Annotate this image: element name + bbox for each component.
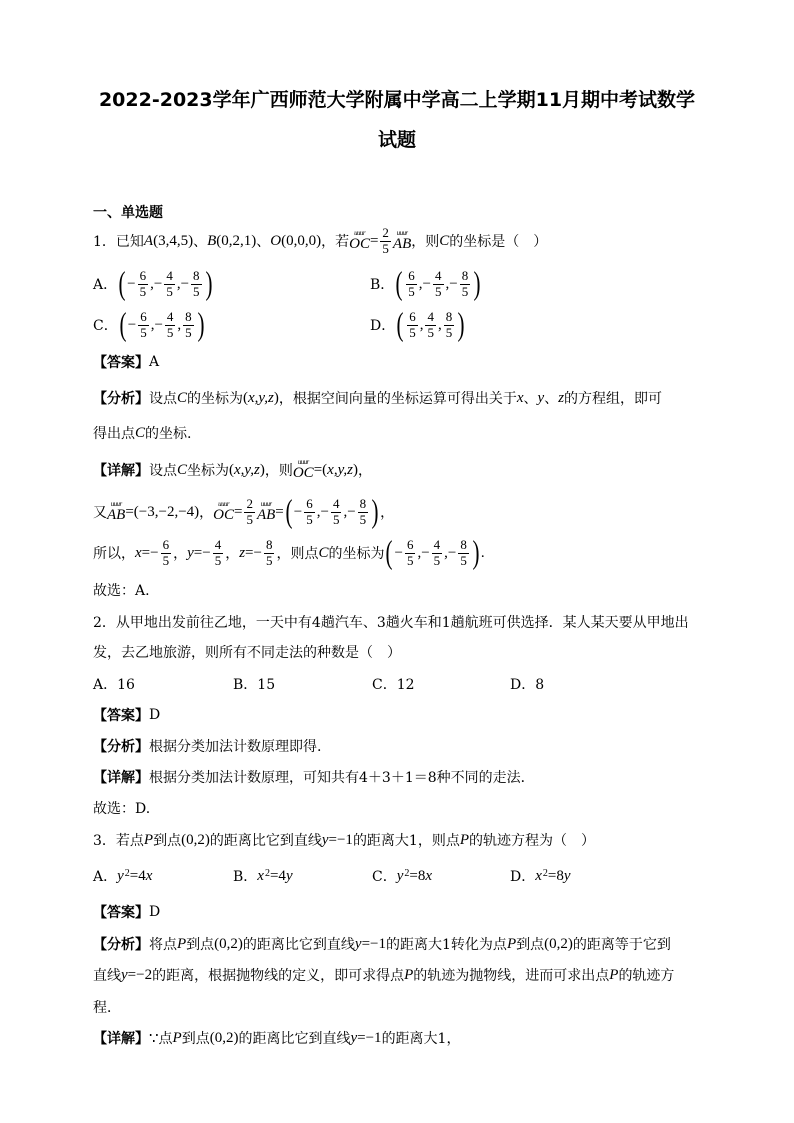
vector-name: OC — [349, 235, 370, 252]
fraction-numerator: 4 — [166, 267, 173, 283]
math-var: x — [257, 867, 264, 884]
fraction-numerator: 2 — [246, 495, 253, 511]
fraction-numerator: 6 — [140, 308, 147, 324]
math-text: ) — [352, 461, 358, 478]
fraction-numerator: 8 — [359, 495, 367, 511]
q1-option-b — [370, 262, 482, 306]
math-text: =8 — [547, 867, 564, 884]
math-text: (0,2) — [544, 935, 573, 952]
vector-arrow-mark: uuur — [297, 457, 309, 466]
fraction — [432, 538, 443, 569]
fraction-denominator: 5 — [433, 552, 441, 568]
text-run: 的坐标. — [145, 426, 192, 442]
text-run: 的坐标是（ ） — [449, 234, 548, 250]
fraction — [444, 310, 455, 341]
label-tag: 【答案】 — [93, 708, 149, 724]
math-power — [257, 868, 270, 885]
q2-option-c — [372, 662, 415, 706]
text-run: 点 — [158, 1031, 173, 1047]
text-run: 根据分类加法计数原理，可知共有4＋3＋1＝8种不同的走法． — [149, 770, 535, 786]
right-paren: ) — [205, 265, 213, 302]
text-run: 又 — [93, 505, 107, 521]
math-var: x — [135, 544, 142, 561]
fraction — [304, 497, 315, 528]
text-run: 根据分类加法计数原理即得. — [149, 739, 322, 755]
exponent: 2 — [264, 867, 270, 879]
fraction-denominator: 5 — [359, 511, 367, 527]
math-var: O — [270, 232, 282, 249]
math-var: y — [563, 867, 571, 884]
text-run: 所以， — [93, 546, 135, 562]
fraction — [406, 269, 417, 300]
math-var: x,y,z — [248, 389, 274, 406]
text-run: ， — [357, 463, 372, 479]
text-run: ，则 — [264, 463, 293, 479]
vector-name: AB — [107, 506, 126, 523]
fraction-denominator: 5 — [445, 324, 453, 340]
math-var: y — [117, 867, 124, 884]
text-run: 的距离比它到直线 — [238, 1031, 351, 1047]
text-run: ， — [225, 546, 240, 562]
fraction — [213, 538, 224, 569]
math-text: =− — [245, 544, 262, 561]
q1-detail-line — [93, 531, 485, 575]
math-var: C — [318, 544, 329, 561]
fraction-numerator: 6 — [162, 536, 170, 552]
fraction-numerator: 4 — [435, 267, 442, 283]
right-paren: ) — [473, 265, 481, 302]
math-text: (0,0,0) — [281, 232, 322, 249]
math-var: A — [143, 232, 154, 249]
text-run: ，则 — [411, 234, 440, 250]
fraction — [358, 497, 369, 528]
vector-name: OC — [213, 506, 234, 523]
text-run: D — [149, 707, 161, 723]
math-text: ,− — [343, 503, 356, 520]
document-title: 2022-2023学年广西师范大学附属中学高二上学期11月期中考试数学 — [98, 89, 696, 111]
q1-option-a — [93, 262, 214, 306]
q3-detail-line — [93, 1016, 460, 1060]
fraction-numerator: 8 — [461, 267, 469, 283]
text-run: 的距离比它到直线 — [209, 833, 322, 849]
math-text: =−1 — [361, 935, 387, 952]
text-run: 的轨迹方程为（ ） — [469, 833, 596, 849]
fraction — [458, 538, 469, 569]
text-run: C． — [93, 318, 118, 334]
text-run: B． — [370, 277, 395, 293]
math-text: =−1 — [357, 1029, 382, 1046]
fraction — [425, 310, 436, 341]
text-run: ， — [173, 546, 188, 562]
math-text: =4 — [129, 867, 146, 884]
fraction — [191, 269, 202, 300]
fraction-denominator: 5 — [185, 324, 192, 340]
math-text: ,− — [316, 503, 329, 520]
math-text: (0,2) — [181, 831, 210, 848]
math-text: =8 — [409, 867, 426, 884]
text-run: 故选：D. — [93, 801, 151, 817]
text-run: D — [149, 904, 161, 920]
text-run: 设点 — [149, 391, 177, 407]
text-run: 到点 — [186, 937, 215, 953]
math-text: =(−3,−2,−4) — [125, 503, 200, 520]
text-run: 、 — [523, 391, 538, 407]
text-run: B． — [233, 869, 258, 885]
left-paren: ( — [285, 493, 293, 530]
fraction-denominator: 5 — [214, 552, 222, 568]
math-text: ∵ — [149, 1030, 159, 1047]
fraction — [138, 310, 149, 341]
math-text: (0,2) — [214, 935, 243, 952]
math-var: P — [459, 831, 470, 848]
fraction-numerator: 2 — [382, 224, 389, 240]
text-run: ，则点 — [276, 546, 319, 562]
math-text: =−1 — [328, 831, 353, 848]
fraction-denominator: 5 — [306, 511, 313, 527]
label-tag: 【答案】 — [93, 905, 149, 921]
math-var: C — [177, 461, 188, 478]
fraction-denominator: 5 — [408, 283, 415, 299]
q1-stem — [93, 219, 547, 263]
math-text: ) — [273, 389, 279, 406]
vector-name: OC — [292, 464, 314, 481]
text-run: 、 — [256, 234, 271, 250]
text-run: 程． — [93, 1000, 121, 1016]
vector-arrow-mark: uuur — [110, 499, 122, 508]
parenthesized-group — [284, 493, 380, 530]
label-tag: 【分析】 — [93, 739, 149, 755]
text-run: A．16 — [93, 677, 135, 693]
math-var: P — [404, 966, 414, 983]
fraction — [138, 269, 149, 300]
math-text: (0,2,1) — [216, 232, 257, 249]
fraction-denominator: 5 — [332, 511, 340, 527]
text-run: 直线 — [93, 968, 121, 984]
vector-arrow-mark: uuur — [260, 499, 272, 508]
exponent: 2 — [404, 867, 410, 879]
fraction-denominator: 5 — [406, 552, 414, 568]
q1-option-d — [370, 303, 466, 347]
right-paren: ) — [457, 306, 465, 343]
fraction-denominator: 5 — [140, 324, 147, 340]
fraction — [165, 310, 176, 341]
math-text: ( — [322, 461, 328, 478]
exponent: 2 — [124, 867, 130, 879]
label-tag: 【详解】 — [93, 1031, 149, 1047]
math-var: P — [609, 966, 619, 983]
text-run: 的方程组，即可 — [564, 391, 663, 407]
fraction-denominator: 5 — [409, 324, 416, 340]
parenthesized-group — [117, 265, 213, 302]
math-text: ,− — [418, 275, 432, 292]
math-var: x,y,z — [234, 461, 260, 478]
math-text: (3,4,5) — [153, 232, 194, 249]
text-run: 到点 — [181, 1031, 210, 1047]
label-tag: 【详解】 — [93, 770, 149, 786]
fraction — [460, 269, 471, 300]
text-run: C．12 — [372, 677, 415, 693]
label-tag: 【分析】 — [93, 391, 149, 407]
math-var: P — [172, 1029, 182, 1046]
math-text: ,− — [150, 275, 163, 292]
text-run: 的距离大1转化为点 — [386, 937, 507, 953]
left-paren: ( — [119, 306, 127, 343]
q1-detail-line — [93, 448, 372, 492]
math-text: ,− — [444, 544, 457, 561]
math-var: P — [143, 831, 154, 848]
math-text: =−2 — [127, 966, 153, 983]
vector-arrow-mark: uuur — [354, 228, 365, 237]
math-var: x — [425, 867, 433, 884]
math-text: =4 — [269, 867, 286, 884]
math-text: ,− — [150, 316, 163, 333]
text-run: 的距离等于它到 — [572, 937, 671, 953]
text-run: 到点 — [516, 937, 545, 953]
vector — [107, 501, 125, 524]
text-run: ， — [199, 505, 214, 521]
math-var: x — [145, 867, 153, 884]
text-run: A — [149, 354, 160, 370]
math-text: = — [369, 232, 379, 249]
math-text: = — [275, 503, 284, 520]
math-text: ( — [243, 389, 249, 406]
fraction-numerator: 8 — [265, 536, 273, 552]
text-run: D．8 — [510, 677, 545, 693]
left-paren: ( — [396, 306, 404, 343]
vector-name: AB — [256, 506, 276, 523]
text-run: 3．若点 — [93, 833, 144, 849]
math-text: . — [480, 544, 485, 561]
fraction-denominator: 5 — [166, 324, 174, 340]
vector-arrow-mark: uuur — [396, 228, 408, 237]
parenthesized-group — [395, 306, 466, 343]
text-run: 设点 — [149, 463, 177, 479]
fraction-numerator: 6 — [306, 495, 313, 511]
fraction-denominator: 5 — [460, 552, 467, 568]
math-var: C — [177, 389, 188, 406]
fraction-denominator: 5 — [461, 283, 469, 299]
left-paren: ( — [395, 265, 403, 302]
text-run: 的距离大1， — [381, 1031, 461, 1047]
section-heading-text: 一、单选题 — [93, 205, 163, 221]
text-run: 发，去乙地旅游，则所有不同走法的种数是（ ） — [93, 645, 401, 661]
fraction-numerator: 4 — [332, 495, 340, 511]
fraction — [264, 538, 275, 569]
math-text: ( — [229, 461, 235, 478]
text-run: 的距离，根据抛物线的定义，即可求得点 — [152, 968, 405, 984]
q2-detail-line — [93, 755, 535, 799]
label-tag: 【分析】 — [93, 937, 149, 953]
fraction — [407, 310, 418, 341]
text-run: 的轨迹方 — [618, 968, 675, 984]
text-run: B．15 — [233, 677, 276, 693]
fraction-numerator: 6 — [408, 267, 415, 283]
fraction-numerator: 4 — [214, 536, 222, 552]
fraction — [433, 269, 444, 300]
math-var: y — [537, 389, 545, 406]
math-text: =− — [141, 544, 159, 561]
math-var: z — [558, 389, 565, 406]
q1-detail-line — [93, 490, 394, 534]
text-run: C． — [372, 869, 397, 885]
math-text: − — [394, 544, 403, 561]
math-power — [397, 868, 410, 885]
math-text: − — [127, 275, 136, 292]
fraction — [405, 538, 416, 569]
math-text: ,− — [417, 544, 430, 561]
vector — [293, 459, 314, 482]
fraction-denominator: 5 — [382, 240, 389, 256]
left-paren: ( — [385, 534, 393, 571]
text-run: 1．已知 — [93, 234, 144, 250]
right-paren: ) — [197, 306, 205, 343]
fraction-numerator: 6 — [139, 267, 147, 283]
right-paren: ) — [371, 493, 379, 530]
text-run: 、 — [193, 234, 208, 250]
math-var: y — [187, 544, 194, 561]
text-run: 到点 — [153, 833, 182, 849]
text-run: ，若 — [321, 234, 350, 250]
math-text: , — [437, 316, 442, 333]
math-text: = — [234, 503, 243, 520]
math-text: =− — [193, 544, 211, 561]
vector — [257, 501, 275, 524]
text-run: ， — [380, 505, 395, 521]
math-var: y — [285, 867, 293, 884]
text-run: 的距离比它到直线 — [242, 937, 355, 953]
fraction-denominator: 5 — [139, 283, 147, 299]
left-paren: ( — [118, 265, 126, 302]
fraction — [244, 497, 255, 528]
text-run: D． — [510, 869, 536, 885]
math-var: C — [135, 424, 146, 441]
math-text: (0,2) — [209, 1029, 239, 1046]
text-run: 、 — [544, 391, 559, 407]
math-var: x,y,z — [327, 461, 353, 478]
fraction — [380, 226, 391, 257]
parenthesized-group — [394, 265, 482, 302]
math-var: P — [506, 935, 517, 952]
fraction — [183, 310, 194, 341]
fraction-numerator: 8 — [193, 267, 200, 283]
fraction-numerator: 8 — [445, 308, 453, 324]
fraction-numerator: 8 — [460, 536, 467, 552]
text-run: 的坐标为 — [187, 391, 244, 407]
text-run: A． — [93, 277, 118, 293]
math-var: y — [321, 831, 329, 848]
vector — [349, 230, 370, 253]
fraction-denominator: 5 — [162, 552, 170, 568]
fraction — [331, 497, 342, 528]
text-run: D． — [370, 318, 396, 334]
label-tag: 【详解】 — [93, 463, 149, 479]
fraction-numerator: 6 — [409, 308, 416, 324]
fraction-numerator: 4 — [433, 536, 441, 552]
math-text: ,− — [176, 275, 190, 292]
fraction-numerator: 4 — [427, 308, 434, 324]
text-run: A． — [93, 869, 118, 885]
text-run: 的距离大1，则点 — [352, 833, 460, 849]
math-text: , — [419, 316, 424, 333]
fraction-numerator: 4 — [166, 308, 174, 324]
text-run: 的坐标为 — [328, 546, 385, 562]
vector — [213, 501, 234, 524]
document-title-continued: 试题 — [377, 129, 416, 151]
fraction-denominator: 5 — [435, 283, 442, 299]
math-var: C — [439, 232, 450, 249]
math-var: B — [207, 232, 217, 249]
text-run: 2．从甲地出发前往乙地，一天中有4趟汽车、3趟火车和1趟航班可供选择．某人某天要从甲地出 — [93, 615, 689, 631]
fraction-denominator: 5 — [427, 324, 434, 340]
vector-name: AB — [392, 235, 412, 252]
math-var: y — [354, 935, 362, 952]
text-run: 得出点 — [93, 426, 135, 442]
fraction-denominator: 5 — [246, 511, 253, 527]
parenthesized-group — [384, 534, 480, 571]
text-run: 坐标为 — [187, 463, 230, 479]
math-text: ,− — [445, 275, 458, 292]
text-run: ，根据空间向量的坐标运算可得出关于 — [278, 391, 517, 407]
q2-option-b — [233, 662, 275, 706]
vector-arrow-mark: uuur — [218, 499, 229, 508]
math-text: ) — [259, 461, 265, 478]
math-var: P — [177, 935, 187, 952]
math-var: y — [396, 867, 404, 884]
math-text: = — [313, 461, 323, 478]
exponent: 2 — [542, 867, 548, 879]
fraction-denominator: 5 — [265, 552, 273, 568]
math-text: − — [127, 316, 137, 333]
q3-option-d — [510, 854, 571, 898]
math-text: − — [293, 503, 303, 520]
text-run: 将点 — [149, 937, 177, 953]
math-power — [535, 868, 548, 885]
q2-option-d — [510, 662, 544, 706]
q3-option-b — [233, 854, 293, 898]
vector — [393, 230, 411, 253]
math-var: z — [239, 544, 246, 561]
text-run: 故选：A. — [93, 583, 150, 599]
math-var: y — [121, 966, 128, 983]
right-paren: ) — [472, 534, 480, 571]
parenthesized-group — [118, 306, 206, 343]
math-var: x — [535, 867, 542, 884]
fraction — [164, 269, 175, 300]
math-var: x — [516, 389, 524, 406]
fraction-denominator: 5 — [166, 283, 173, 299]
fraction — [161, 538, 172, 569]
fraction-numerator: 8 — [185, 308, 192, 324]
math-var: y — [350, 1029, 358, 1046]
q3-analysis-line — [93, 953, 674, 997]
math-text: , — [177, 316, 182, 333]
q3-option-c — [372, 854, 432, 898]
label-tag: 【答案】 — [93, 355, 149, 371]
math-power — [117, 868, 130, 885]
text-run: 的轨迹为抛物线，进而可求出点 — [413, 968, 610, 984]
fraction-numerator: 6 — [406, 536, 414, 552]
fraction-denominator: 5 — [193, 283, 200, 299]
